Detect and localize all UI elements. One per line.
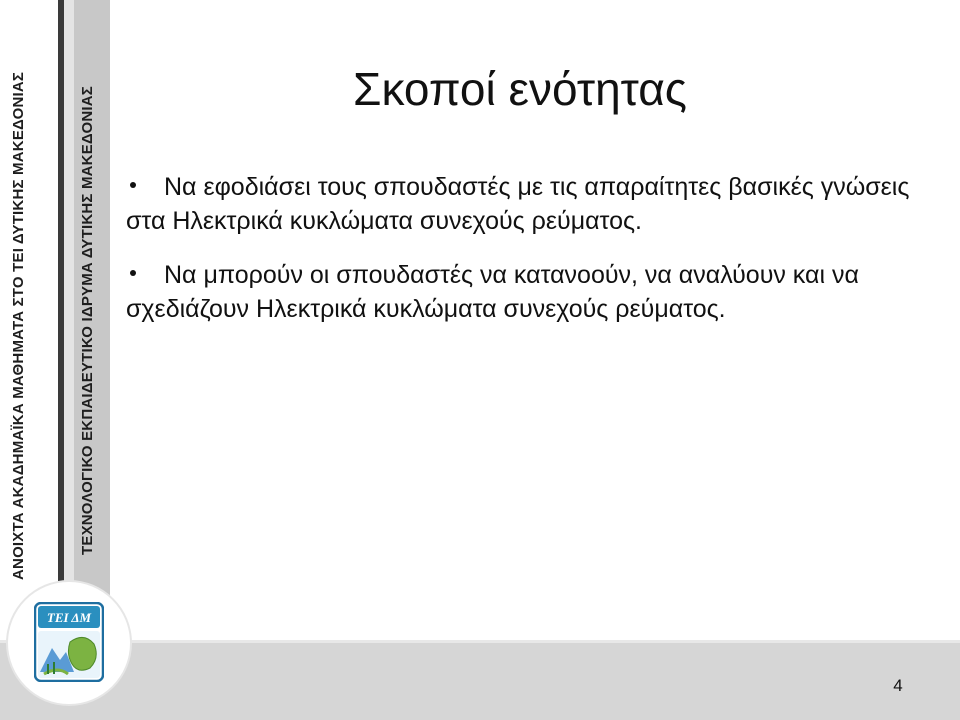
list-item [126, 170, 916, 238]
list-item [126, 258, 916, 326]
footer-bar [0, 643, 960, 720]
page-number: 4 [893, 676, 903, 695]
bullet-text: Να εφοδιάσει τους σπουδαστές με τις απαραίτητες βασικές γνώσεις στα Ηλεκτρικά κυκλώματα συνεχούς ρεύματος. [126, 173, 910, 235]
sidebar-outer-caption: ΑΝΟΙΧΤΑ ΑΚΑΔΗΜΑΪΚΑ ΜΑΘΗΜΑΤΑ ΣΤΟ ΤΕΙ ΔΥΤΙΚΗΣ ΜΑΚΕΔΟΝΙΑΣ [10, 71, 27, 580]
sidebar-inner-caption: ΤΕΧΝΟΛΟΓΙΚΟ ΕΚΠΑΙΔΕΥΤΙΚΟ ΙΔΡΥΜΑ ΔΥΤΙΚΗΣ ΜΑΚΕΔΟΝΙΑΣ [79, 85, 96, 555]
bullet-icon [130, 270, 136, 276]
bullet-icon [130, 182, 136, 188]
tei-dm-logo-graphic [34, 602, 104, 682]
institution-logo [34, 602, 104, 682]
slide-title: Σκοποί ενότητας [353, 63, 687, 115]
bullet-text: Να μπορούν οι σπουδαστές να κατανοούν, να αναλύουν και να σχεδιάζουν Ηλεκτρικά κυκλώματα συνεχούς ρεύματος. [126, 261, 859, 323]
bullet-list [126, 170, 916, 346]
logo-text: ΤΕΙ ΔΜ [46, 610, 92, 625]
